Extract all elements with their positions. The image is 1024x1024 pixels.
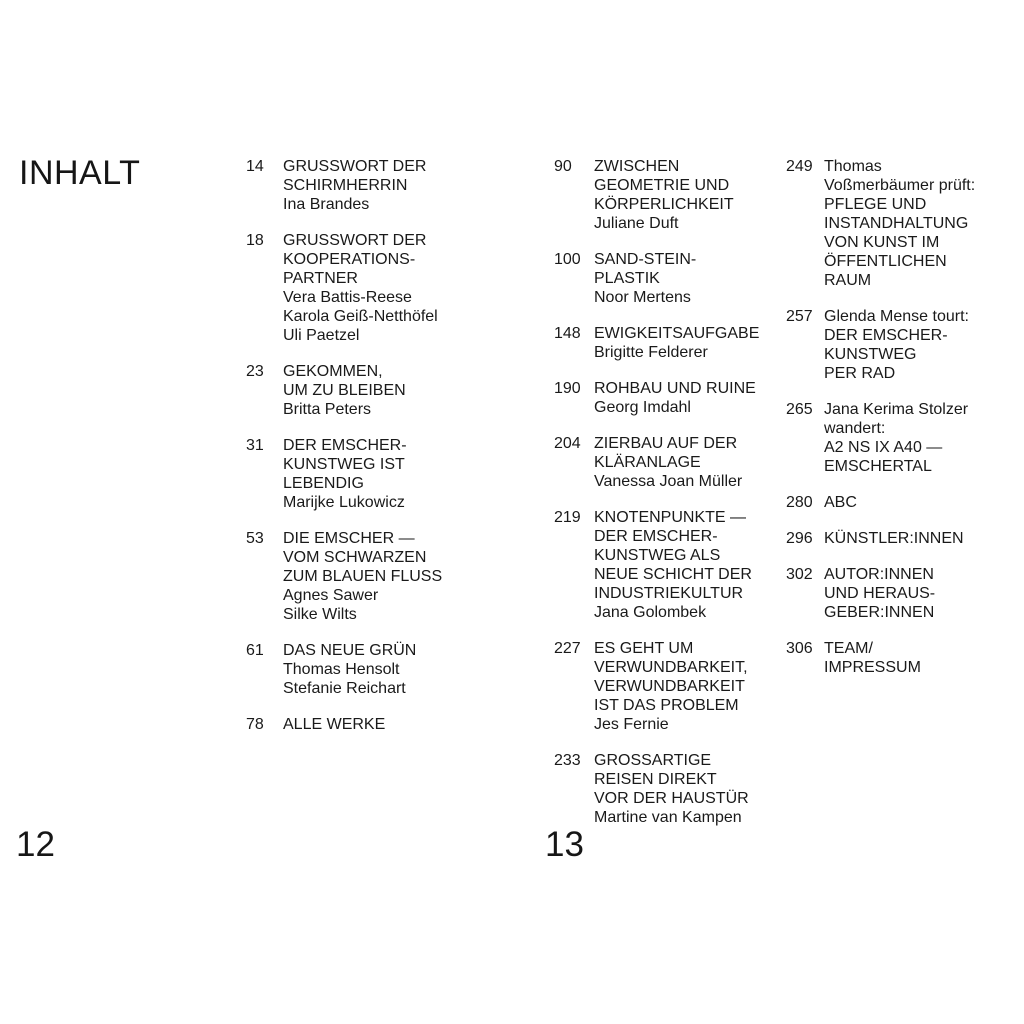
toc-entry-line: KOOPERATIONS- (283, 251, 416, 268)
toc-entry-line: GRUSSWORT DER (283, 158, 427, 175)
toc-entry-text (824, 307, 1024, 383)
toc-entry-text (824, 529, 1024, 548)
toc-entry-text (594, 324, 794, 362)
toc-entry-text (594, 508, 794, 622)
toc-entry-line: EMSCHERTAL (824, 458, 932, 475)
page-title: INHALT (19, 154, 141, 192)
toc-entry-line: UM ZU BLEIBEN (283, 382, 406, 399)
toc-entry-line: Marijke Lukowicz (283, 494, 405, 511)
toc-entry-line: VERWUNDBARKEIT (594, 678, 745, 695)
toc-entry-line: Vanessa Joan Müller (594, 473, 743, 490)
toc-entry (554, 508, 794, 622)
toc-entry-text (824, 639, 1024, 677)
toc-entry-page-number: 257 (786, 308, 813, 325)
toc-entry-page-number: 23 (246, 363, 264, 380)
toc-entry-text (283, 157, 486, 214)
toc-entry-line: Stefanie Reichart (283, 680, 406, 697)
toc-entry (554, 324, 794, 362)
toc-entry-line: PLASTIK (594, 270, 660, 287)
toc-column-1 (246, 157, 486, 751)
toc-entry-line: wandert: (824, 420, 886, 437)
toc-entry (246, 436, 486, 512)
toc-entry-text (283, 362, 486, 419)
toc-entry-text (283, 231, 486, 345)
toc-entry-line: INDUSTRIEKULTUR (594, 585, 744, 602)
toc-entry-line: VERWUNDBARKEIT, (594, 659, 748, 676)
toc-entry-page-number: 296 (786, 530, 813, 547)
toc-entry-line: Thomas (824, 158, 882, 175)
toc-entry (246, 157, 486, 214)
toc-entry-page-number: 190 (554, 380, 581, 397)
toc-entry (554, 379, 794, 417)
toc-entry-line: GEKOMMEN, (283, 363, 383, 380)
toc-entry-text (824, 400, 1024, 476)
toc-entry-line: DER EMSCHER- (283, 437, 407, 454)
toc-entry-line: DAS NEUE GRÜN (283, 642, 417, 659)
toc-entry-page-number: 302 (786, 566, 813, 583)
toc-entry-line: SAND-STEIN- (594, 251, 697, 268)
toc-entry-page-number: 100 (554, 251, 581, 268)
toc-entry-page-number: 53 (246, 530, 264, 547)
toc-entry-line: SCHIRMHERRIN (283, 177, 408, 194)
toc-entry-line: Noor Mertens (594, 289, 691, 306)
toc-entry-line: Jes Fernie (594, 716, 669, 733)
toc-entry-line: INSTANDHALTUNG (824, 215, 969, 232)
toc-entry-text (594, 639, 794, 734)
toc-entry-line: KÜNSTLER:INNEN (824, 530, 964, 547)
toc-entry-line: ZIERBAU AUF DER (594, 435, 738, 452)
toc-entry-text (824, 493, 1024, 512)
toc-entry-line: ES GEHT UM (594, 640, 694, 657)
folio-right-page-number: 13 (545, 825, 584, 864)
toc-entry-line: VOR DER HAUSTÜR (594, 790, 749, 807)
toc-entry-line: VOM SCHWARZEN (283, 549, 427, 566)
toc-entry-page-number: 31 (246, 437, 264, 454)
toc-entry-line: Britta Peters (283, 401, 372, 418)
toc-entry (786, 565, 1024, 622)
toc-entry-page-number: 90 (554, 158, 572, 175)
toc-entry-line: Juliane Duft (594, 215, 679, 232)
toc-entry-text (594, 157, 794, 233)
toc-entry-line: Agnes Sawer (283, 587, 379, 604)
toc-entry-page-number: 265 (786, 401, 813, 418)
toc-entry-line: ÖFFENTLICHEN (824, 253, 947, 270)
toc-entry-line: LEBENDIG (283, 475, 364, 492)
toc-entry-line: KUNSTWEG (824, 346, 917, 363)
toc-entry-line: GRUSSWORT DER (283, 232, 427, 249)
toc-entry-page-number: 219 (554, 509, 581, 526)
toc-entry (786, 307, 1024, 383)
toc-entry-line: ABC (824, 494, 857, 511)
toc-column-2 (554, 157, 794, 844)
toc-entry-line: IMPRESSUM (824, 659, 921, 676)
toc-entry-line: DER EMSCHER- (824, 327, 948, 344)
toc-entry-page-number: 18 (246, 232, 264, 249)
toc-entry-page-number: 249 (786, 158, 813, 175)
toc-entry-line: DIE EMSCHER — (283, 530, 415, 547)
toc-entry-line: Brigitte Felderer (594, 344, 708, 361)
toc-entry-line: KNOTENPUNKTE — (594, 509, 747, 526)
toc-entry-line: DER EMSCHER- (594, 528, 718, 545)
toc-entry-text (594, 250, 794, 307)
toc-entry-line: KUNSTWEG ALS (594, 547, 721, 564)
toc-entry-line: UND HERAUS- (824, 585, 936, 602)
toc-entry-line: KUNSTWEG IST (283, 456, 405, 473)
toc-entry-line: Karola Geiß-Netthöfel (283, 308, 438, 325)
toc-entry-page-number: 78 (246, 716, 264, 733)
toc-entry (246, 529, 486, 624)
toc-entry-line: Martine van Kampen (594, 809, 742, 826)
toc-entry-text (594, 751, 794, 827)
toc-entry-line: GEOMETRIE UND (594, 177, 730, 194)
toc-entry-line: PER RAD (824, 365, 896, 382)
toc-entry-line: Uli Paetzel (283, 327, 360, 344)
toc-entry-line: ZWISCHEN (594, 158, 680, 175)
toc-entry-line: Ina Brandes (283, 196, 370, 213)
toc-entry-line: EWIGKEITSAUFGABE (594, 325, 760, 342)
toc-entry-line: IST DAS PROBLEM (594, 697, 739, 714)
toc-entry (554, 434, 794, 491)
toc-entry-line: Jana Golombek (594, 604, 707, 621)
toc-column-3 (786, 157, 1024, 694)
toc-entry (554, 157, 794, 233)
toc-entry-page-number: 227 (554, 640, 581, 657)
toc-entry-text (824, 157, 1024, 290)
toc-entry-page-number: 204 (554, 435, 581, 452)
toc-entry-line: REISEN DIREKT (594, 771, 717, 788)
toc-entry-line: Vera Battis-Reese (283, 289, 412, 306)
toc-entry-line: RAUM (824, 272, 872, 289)
toc-entry-line: ALLE WERKE (283, 716, 386, 733)
toc-entry-page-number: 233 (554, 752, 581, 769)
toc-entry (554, 250, 794, 307)
toc-entry (786, 529, 1024, 548)
toc-entry (786, 400, 1024, 476)
toc-entry-line: Georg Imdahl (594, 399, 691, 416)
toc-entry-line: Silke Wilts (283, 606, 357, 623)
toc-entry-line: PARTNER (283, 270, 358, 287)
toc-entry-text (283, 641, 486, 698)
toc-entry-line: ZUM BLAUEN FLUSS (283, 568, 443, 585)
toc-entry-text (594, 434, 794, 491)
toc-entry (554, 751, 794, 827)
toc-entry-line: ROHBAU UND RUINE (594, 380, 756, 397)
toc-entry-line: TEAM/ (824, 640, 873, 657)
toc-entry-line: VON KUNST IM (824, 234, 940, 251)
toc-entry (246, 715, 486, 734)
toc-entry-line: Jana Kerima Stolzer (824, 401, 969, 418)
toc-entry-text (283, 529, 486, 624)
toc-entry-line: GEBER:INNEN (824, 604, 935, 621)
toc-entry-page-number: 280 (786, 494, 813, 511)
toc-entry-line: KÖRPERLICHKEIT (594, 196, 734, 213)
toc-entry-text (283, 715, 486, 734)
toc-entry (786, 493, 1024, 512)
toc-entry-text (824, 565, 1024, 622)
toc-entry-page-number: 306 (786, 640, 813, 657)
toc-entry-line: KLÄRANLAGE (594, 454, 701, 471)
toc-entry-line: GROSSARTIGE (594, 752, 712, 769)
toc-entry-line: A2 NS IX A40 — (824, 439, 943, 456)
toc-entry-line: Voßmerbäumer prüft: (824, 177, 976, 194)
toc-entry-line: Thomas Hensolt (283, 661, 400, 678)
toc-entry (786, 639, 1024, 677)
toc-entry (554, 639, 794, 734)
toc-entry-line: AUTOR:INNEN (824, 566, 934, 583)
folio-left-page-number: 12 (16, 825, 55, 864)
toc-entry-line: NEUE SCHICHT DER (594, 566, 752, 583)
toc-entry-line: PFLEGE UND (824, 196, 927, 213)
toc-entry-line: Glenda Mense tourt: (824, 308, 969, 325)
toc-entry-text (594, 379, 794, 417)
toc-entry-page-number: 14 (246, 158, 264, 175)
toc-entry-page-number: 61 (246, 642, 264, 659)
toc-entry-text (283, 436, 486, 512)
toc-entry-page-number: 148 (554, 325, 581, 342)
toc-entry (786, 157, 1024, 290)
toc-entry (246, 362, 486, 419)
toc-entry (246, 641, 486, 698)
toc-entry (246, 231, 486, 345)
